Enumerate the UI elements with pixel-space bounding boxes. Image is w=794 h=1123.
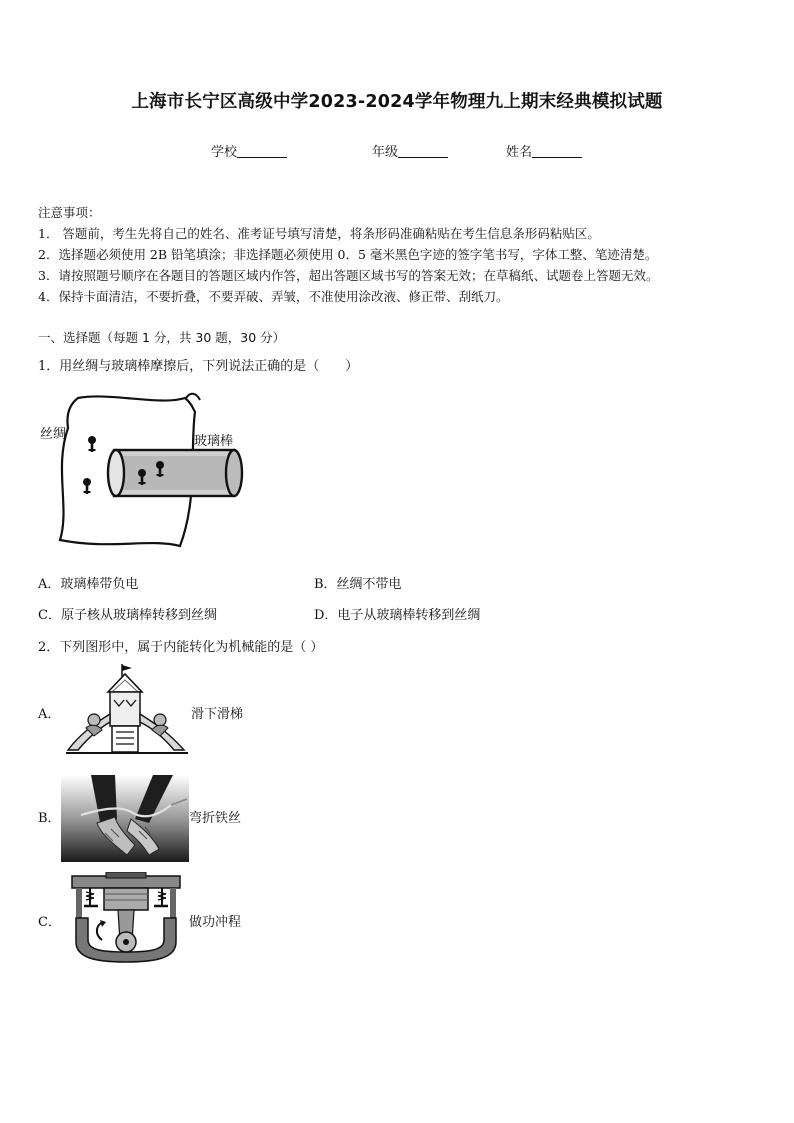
bending-wire-figure (61, 775, 189, 862)
engine-cylinder-figure (66, 872, 186, 964)
q1-option-a[interactable]: A．玻璃棒带负电 (38, 577, 139, 592)
school-field (211, 141, 287, 160)
q2-option-a-caption[interactable]: 滑下滑梯 (191, 707, 244, 722)
q1-option-d[interactable]: D．电子从玻璃棒转移到丝绸 (314, 608, 481, 623)
glass-rod-label: 玻璃棒 (194, 434, 234, 449)
q2-option-b-caption[interactable]: 弯折铁丝 (189, 811, 242, 826)
q2-option-c-letter[interactable]: C． (38, 915, 61, 930)
grade-blank[interactable] (398, 144, 448, 158)
notice-item-2: 2．选择题必须使用 2B 铅笔填涂；非选择题必须使用 0．5 毫米黑色字迹的签字笔书写，字体工整、笔迹清楚。 (38, 247, 658, 262)
school-label: 学校 (211, 145, 238, 160)
q1-option-c[interactable]: C．原子核从玻璃棒转移到丝绸 (38, 608, 217, 623)
q2-option-a-letter[interactable]: A． (38, 707, 61, 722)
silk-glass-rod-figure (40, 388, 250, 553)
notice-heading: 注意事项： (38, 205, 101, 220)
notice-item-1: 1． 答题前，考生先将自己的姓名、准考证号填写清楚，将条形码准确粘贴在考生信息条形码粘贴区。 (38, 226, 600, 241)
glass-rod-right-end (226, 450, 242, 496)
grade-field (372, 141, 448, 160)
notice-item-4: 4．保持卡面清洁，不要折叠，不要弄破、弄皱，不准使用涂改液、修正带、刮纸刀。 (38, 289, 509, 304)
q2-option-b-letter[interactable]: B． (38, 811, 61, 826)
grade-label: 年级 (372, 145, 399, 160)
silk-label: 丝绸 (40, 427, 67, 442)
name-field (506, 141, 582, 160)
q1-option-b[interactable]: B．丝绸不带电 (314, 577, 402, 592)
q2-option-c-caption[interactable]: 做功冲程 (189, 915, 242, 930)
name-label: 姓名 (506, 145, 533, 160)
glass-rod-left-end (108, 450, 124, 496)
question-1-stem: 1．用丝绸与玻璃棒摩擦后，下列说法正确的是（ ） (38, 359, 359, 374)
page-title: 上海市长宁区高级中学2023-2024学年物理九上期末经典模拟试题 (131, 92, 663, 112)
section-heading: 一、选择题（每题 1 分，共 30 题，30 分） (38, 330, 286, 345)
name-blank[interactable] (532, 144, 582, 158)
slide-figure (64, 662, 190, 756)
school-blank[interactable] (237, 144, 287, 158)
question-2-stem: 2．下列图形中，属于内能转化为机械能的是（ ） (38, 640, 324, 655)
notice-item-3: 3．请按照题号顺序在各题目的答题区域内作答，超出答题区域书写的答案无效；在草稿纸、试题卷上答题无效。 (38, 268, 659, 283)
